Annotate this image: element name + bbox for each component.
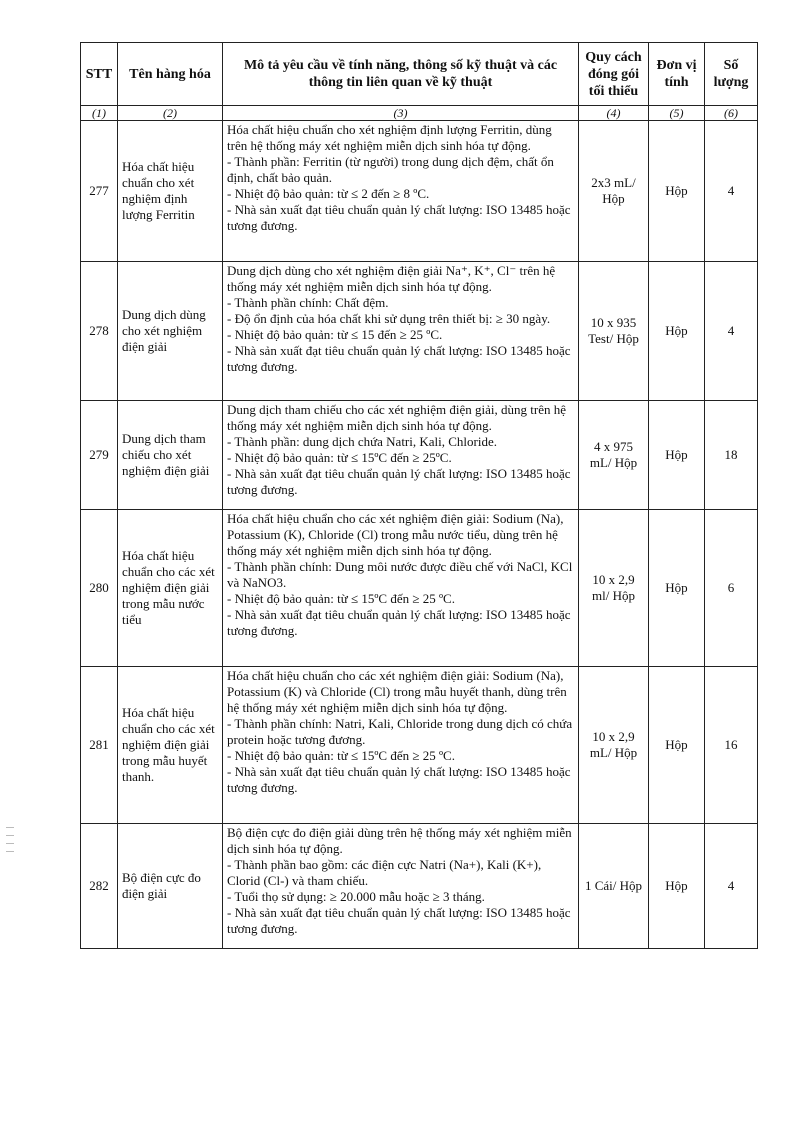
table-row: [81, 401, 758, 510]
description-line: - Nhiệt độ bảo quản: từ ≤ 15ºC đến ≥ 25 ºC.: [227, 591, 455, 606]
table-row: [81, 262, 758, 401]
description-line: - Nhiệt độ bảo quản: từ ≤ 15ºC đến ≥ 25 ºC.: [227, 748, 455, 763]
row-item-name: Dung dịch dùng cho xét nghiệm điện giải: [118, 262, 223, 401]
header-unit: Đơn vị tính: [649, 43, 705, 106]
description-line: Dung dịch dùng cho xét nghiệm điện giải Na⁺, K⁺, Cl⁻ trên hệ thống máy xét nghiệm miễn dịch sinh hóa tự động.: [227, 263, 556, 294]
row-quantity: 18: [705, 401, 758, 510]
col-number: (5): [649, 106, 705, 121]
description-line: Dung dịch tham chiếu cho các xét nghiệm điện giải, dùng trên hệ thống máy xét nghiệm miễn dịch sinh hóa tự động.: [227, 402, 566, 433]
header-stt: STT: [81, 43, 118, 106]
scan-margin-marks: [6, 820, 20, 880]
row-unit: Hộp: [649, 510, 705, 667]
header-pack: Quy cách đóng gói tối thiểu: [579, 43, 649, 106]
row-description: [223, 824, 579, 949]
row-item-name: Bộ điện cực đo điện giải: [118, 824, 223, 949]
description-line: - Tuổi thọ sử dụng: ≥ 20.000 mẫu hoặc ≥ 3 tháng.: [227, 889, 485, 904]
description-line: Hóa chất hiệu chuẩn cho xét nghiệm định lượng Ferritin, dùng trên hệ thống máy xét nghiệm miễn dịch sinh hóa tự động.: [227, 122, 552, 153]
row-stt: 279: [81, 401, 118, 510]
description-line: - Nhà sản xuất đạt tiêu chuẩn quản lý chất lượng: ISO 13485 hoặc tương đương.: [227, 343, 571, 374]
description-line: - Thành phần bao gồm: các điện cực Natri (Na+), Kali (K+), Clorid (Cl-) và tham chiếu.: [227, 857, 542, 888]
description-line: Bộ điện cực đo điện giải dùng trên hệ thống máy xét nghiệm miễn dịch sinh hóa tự động.: [227, 825, 572, 856]
row-quantity: 6: [705, 510, 758, 667]
description-line: - Thành phần: dung dịch chứa Natri, Kali, Chloride.: [227, 434, 497, 449]
row-description: [223, 121, 579, 262]
row-unit: Hộp: [649, 121, 705, 262]
description-line: - Nhà sản xuất đạt tiêu chuẩn quản lý chất lượng: ISO 13485 hoặc tương đương.: [227, 905, 571, 936]
description-line: - Nhà sản xuất đạt tiêu chuẩn quản lý chất lượng: ISO 13485 hoặc tương đương.: [227, 202, 571, 233]
description-line: - Độ ổn định của hóa chất khi sử dụng trên thiết bị: ≥ 30 ngày.: [227, 311, 551, 326]
table-row: [81, 667, 758, 824]
description-line: Hóa chất hiệu chuẩn cho các xét nghiệm điện giải: Sodium (Na), Potassium (K), Chloride (Cl) trong mẫu nước tiểu, dùng trên hệ thống máy xét nghiệm miễn dịch sinh hóa tự động.: [227, 511, 564, 558]
row-stt: 277: [81, 121, 118, 262]
col-number: (1): [81, 106, 118, 121]
col-number: (3): [223, 106, 579, 121]
description-line: - Nhiệt độ bảo quản: từ ≤ 15ºC đến ≥ 25ºC.: [227, 450, 452, 465]
row-item-name: Hóa chất hiệu chuẩn cho các xét nghiệm điện giải trong mẫu nước tiểu: [118, 510, 223, 667]
row-stt: 278: [81, 262, 118, 401]
row-packaging: 10 x 2,9 mL/ Hộp: [579, 667, 649, 824]
row-description: [223, 401, 579, 510]
row-description: [223, 667, 579, 824]
header-name: Tên hàng hóa: [118, 43, 223, 106]
row-unit: Hộp: [649, 667, 705, 824]
description-line: - Nhà sản xuất đạt tiêu chuẩn quản lý chất lượng: ISO 13485 hoặc tương đương.: [227, 764, 571, 795]
description-line: - Nhiệt độ bảo quản: từ ≤ 15 đến ≥ 25 ºC.: [227, 327, 443, 342]
description-line: - Nhà sản xuất đạt tiêu chuẩn quản lý chất lượng: ISO 13485 hoặc tương đương.: [227, 607, 571, 638]
table-row: [81, 510, 758, 667]
row-quantity: 4: [705, 824, 758, 949]
row-packaging: 10 x 2,9 ml/ Hộp: [579, 510, 649, 667]
row-item-name: Hóa chất hiệu chuẩn cho xét nghiệm định lượng Ferritin: [118, 121, 223, 262]
col-number: (4): [579, 106, 649, 121]
table-row: [81, 824, 758, 949]
row-unit: Hộp: [649, 824, 705, 949]
row-packaging: 10 x 935 Test/ Hộp: [579, 262, 649, 401]
description-line: Hóa chất hiệu chuẩn cho các xét nghiệm điện giải: Sodium (Na), Potassium (K) và Chloride (Cl) trong mẫu huyết thanh, dùng trên hệ thống máy xét nghiệm miễn dịch sinh hóa tự động.: [227, 668, 567, 715]
description-line: - Nhà sản xuất đạt tiêu chuẩn quản lý chất lượng: ISO 13485 hoặc tương đương.: [227, 466, 571, 497]
column-number-row: [81, 106, 758, 121]
specification-table: [80, 42, 758, 949]
description-line: - Thành phần chính: Dung môi nước được điều chế với NaCl, KCl và NaNO3.: [227, 559, 573, 590]
row-quantity: 16: [705, 667, 758, 824]
col-number: (6): [705, 106, 758, 121]
row-packaging: 4 x 975 mL/ Hộp: [579, 401, 649, 510]
row-packaging: 2x3 mL/ Hộp: [579, 121, 649, 262]
row-item-name: Hóa chất hiệu chuẩn cho các xét nghiệm điện giải trong mẫu huyết thanh.: [118, 667, 223, 824]
header-qty: Số lượng: [705, 43, 758, 106]
description-line: - Thành phần: Ferritin (từ người) trong dung dịch đệm, chất ổn định, chất bảo quản.: [227, 154, 554, 185]
description-line: - Thành phần chính: Natri, Kali, Chloride trong dung dịch có chứa protein hoặc tương đương.: [227, 716, 573, 747]
row-stt: 281: [81, 667, 118, 824]
table-row: [81, 121, 758, 262]
description-line: - Thành phần chính: Chất đệm.: [227, 295, 389, 310]
header-desc: Mô tả yêu cầu về tính năng, thông số kỹ thuật và các thông tin liên quan về kỹ thuật: [223, 43, 579, 106]
row-packaging: 1 Cái/ Hộp: [579, 824, 649, 949]
row-unit: Hộp: [649, 401, 705, 510]
row-stt: 280: [81, 510, 118, 667]
row-unit: Hộp: [649, 262, 705, 401]
row-quantity: 4: [705, 262, 758, 401]
col-number: (2): [118, 106, 223, 121]
row-quantity: 4: [705, 121, 758, 262]
row-description: [223, 262, 579, 401]
row-item-name: Dung dịch tham chiếu cho xét nghiệm điện giải: [118, 401, 223, 510]
table-header-row: [81, 43, 758, 106]
row-stt: 282: [81, 824, 118, 949]
row-description: [223, 510, 579, 667]
description-line: - Nhiệt độ bảo quản: từ ≤ 2 đến ≥ 8 ºC.: [227, 186, 430, 201]
